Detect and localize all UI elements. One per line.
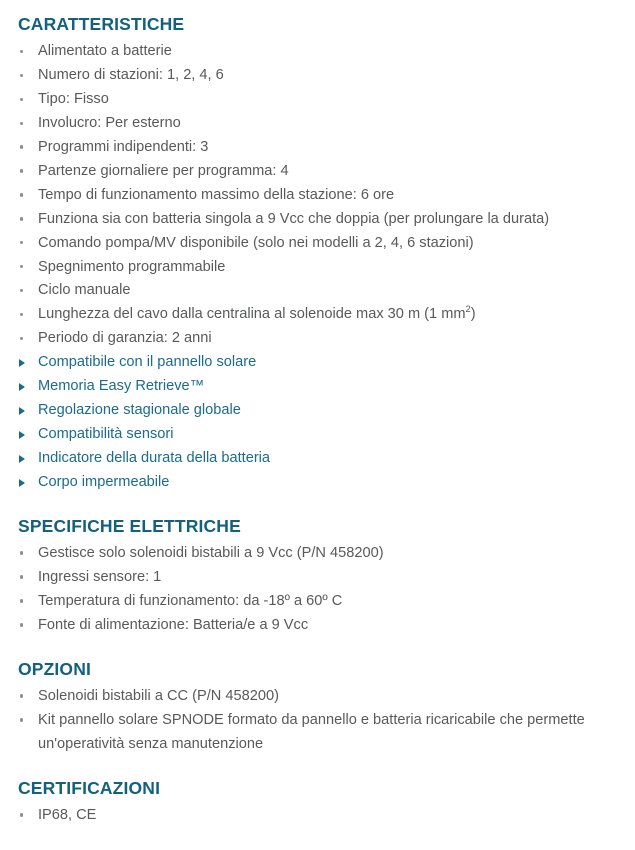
list-item (18, 184, 625, 208)
list-item (18, 614, 625, 638)
list-item (18, 399, 625, 423)
list-item (18, 423, 625, 447)
list-item-label: Lunghezza del cavo dalla centralina al solenoide max 30 m (1 mm (38, 306, 466, 323)
list-item-label: Corpo impermeabile (38, 473, 170, 490)
list-item-label: Regolazione stagionale globale (38, 401, 241, 418)
list-item-label: Ciclo manuale (38, 282, 131, 299)
dot-bullet-icon (20, 169, 23, 172)
list-item (18, 136, 625, 160)
list-item-label: Tipo: Fisso (38, 91, 109, 108)
list-item (18, 88, 625, 112)
sections-container (18, 14, 625, 828)
list-item-label: Gestisce solo solenoidi bistabili a 9 Vcc (P/N 458200) (38, 544, 384, 561)
dot-bullet-icon (20, 623, 23, 626)
dot-bullet-icon (20, 217, 23, 220)
list-item-label: Alimentato a batterie (38, 43, 172, 60)
list-item (18, 566, 625, 590)
section-opzioni (18, 659, 625, 757)
dot-bullet-icon (20, 813, 23, 816)
list-item-label: Compatibilità sensori (38, 425, 174, 442)
list-item-label: Periodo di garanzia: 2 anni (38, 330, 212, 347)
section-specifiche-elettriche (18, 516, 625, 638)
dot-bullet-icon (20, 694, 23, 697)
list-item (18, 804, 625, 828)
dot-bullet-icon (20, 241, 23, 244)
list-item-label: Ingressi sensore: 1 (38, 568, 162, 585)
list-item (18, 542, 625, 566)
list-item-label: Funziona sia con batteria singola a 9 Vcc che doppia (per prolungare la durata) (38, 210, 550, 227)
list-item (18, 447, 625, 471)
list-item-label: Indicatore della durata della batteria (38, 449, 271, 466)
section-heading-specifiche-elettriche: SPECIFICHE ELETTRICHE (18, 515, 241, 536)
dot-bullet-icon (20, 289, 23, 292)
list-item-label: Temperatura di funzionamento: da -18º a 60º C (38, 592, 343, 609)
triangle-bullet-icon (19, 455, 25, 463)
section-heading-certificazioni: CERTIFICAZIONI (18, 777, 161, 798)
list-item-label: Involucro: Per esterno (38, 115, 181, 132)
section-heading-caratteristiche: CARATTERISTICHE (18, 14, 185, 34)
list-item (18, 471, 625, 495)
dot-bullet-icon (20, 74, 23, 77)
list-item (18, 64, 625, 88)
triangle-bullet-icon (19, 431, 25, 439)
list-item (18, 590, 625, 614)
list-item (18, 279, 625, 303)
list-item (18, 327, 625, 351)
list-item (18, 375, 625, 399)
list-item (18, 685, 625, 709)
dot-bullet-icon (20, 98, 23, 101)
dot-bullet-icon (20, 50, 23, 53)
dot-bullet-icon (20, 122, 23, 125)
section-certificazioni (18, 778, 625, 828)
dot-bullet-icon (20, 575, 23, 578)
spec-list-caratteristiche (18, 40, 625, 494)
triangle-bullet-icon (19, 359, 25, 367)
list-item-label: Spegnimento programmabile (38, 258, 226, 275)
list-item (18, 40, 625, 64)
list-item (18, 232, 625, 256)
dot-bullet-icon (20, 337, 23, 340)
list-item (18, 709, 625, 757)
triangle-bullet-icon (19, 479, 25, 487)
list-item-label: Partenze giornaliere per programma: 4 (38, 162, 289, 179)
list-item-label: Numero di stazioni: 1, 2, 4, 6 (38, 67, 224, 84)
dot-bullet-icon (20, 551, 23, 554)
list-item (18, 112, 625, 136)
section-heading-opzioni: OPZIONI (18, 658, 91, 679)
superscript: 2 (465, 304, 471, 315)
list-item-label: Kit pannello solare SPNODE formato da pannello e batteria ricaricabile che permette un'operatività senza manutenzione (38, 711, 585, 752)
list-item-label: Solenoidi bistabili a CC (P/N 458200) (38, 687, 279, 704)
dot-bullet-icon (20, 193, 23, 196)
list-item (18, 208, 625, 232)
list-item-label: Comando pompa/MV disponibile (solo nei modelli a 2, 4, 6 stazioni) (38, 234, 474, 251)
list-item (18, 303, 625, 327)
triangle-bullet-icon (19, 383, 25, 391)
list-item-label-tail: ) (470, 306, 476, 323)
list-item-label: Tempo di funzionamento massimo della stazione: 6 ore (38, 186, 395, 203)
list-item (18, 351, 625, 375)
list-item (18, 256, 625, 280)
dot-bullet-icon (20, 145, 23, 148)
dot-bullet-icon (20, 265, 23, 268)
list-item-label: Compatibile con il pannello solare (38, 354, 257, 371)
spec-list-certificazioni (18, 804, 625, 828)
list-item-label: Memoria Easy Retrieve™ (38, 378, 205, 395)
list-item-label: Fonte di alimentazione: Batteria/e a 9 Vcc (38, 616, 309, 633)
dot-bullet-icon (20, 718, 23, 721)
spec-list-specifiche-elettriche (18, 542, 625, 638)
list-item-label: IP68, CE (38, 806, 97, 823)
section-caratteristiche (18, 14, 625, 495)
dot-bullet-icon (20, 599, 23, 602)
list-item-label: Programmi indipendenti: 3 (38, 138, 209, 155)
spec-list-opzioni (18, 685, 625, 757)
triangle-bullet-icon (19, 407, 25, 415)
list-item (18, 160, 625, 184)
dot-bullet-icon (20, 313, 23, 316)
